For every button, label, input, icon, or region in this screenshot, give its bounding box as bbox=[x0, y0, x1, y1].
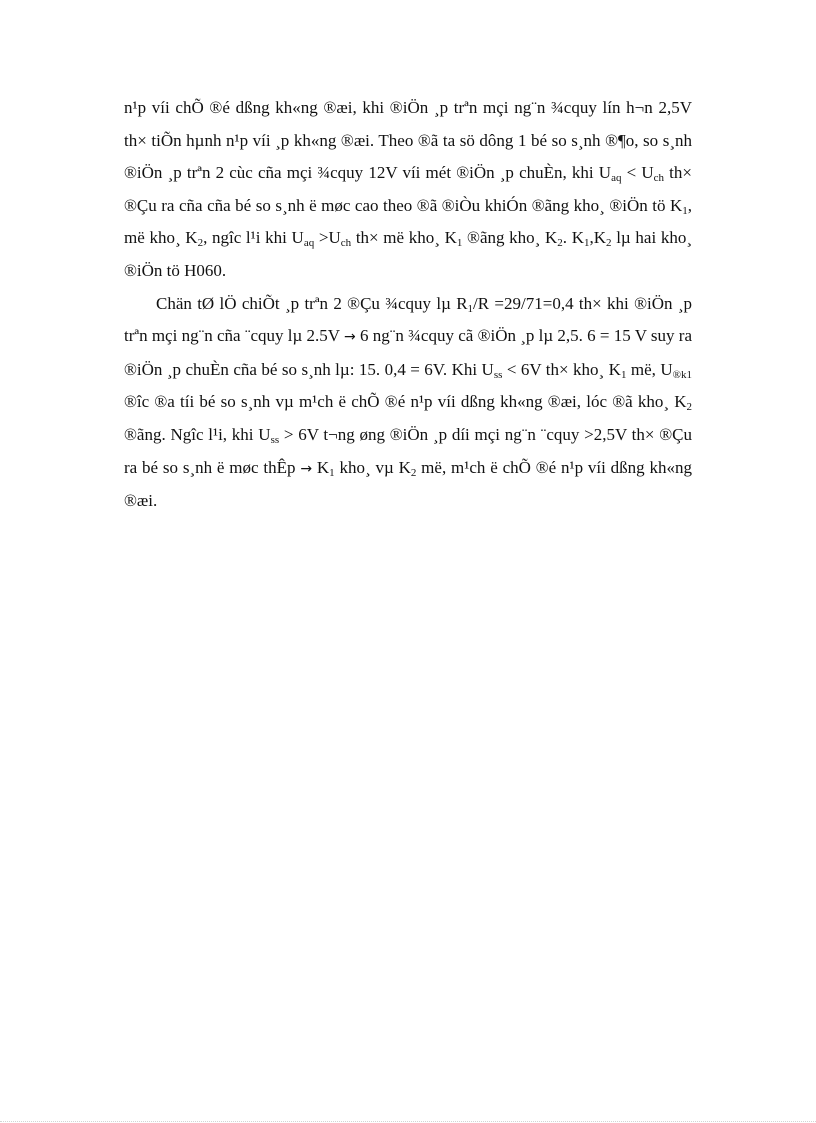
paragraph-2 bbox=[124, 288, 692, 518]
text-run: , më kho¸ K bbox=[124, 195, 692, 248]
text-run: 6 ng¨n ¾cquy cã ®iÖn ¸p lµ 2,5. 6 = 15 V suy ra ®iÖn ¸p chuÈn cña bé so s¸nh lµ: 15. 0,4 = 6V. Khi U bbox=[124, 326, 693, 379]
text-run: ®ãng kho¸ K bbox=[462, 228, 558, 248]
text-run: ®ãng. Ngîc l¹i, khi U bbox=[124, 424, 271, 444]
subscript: 2 bbox=[410, 466, 417, 479]
subscript: aq bbox=[611, 172, 622, 185]
text-run: n¹p víi chÕ ®é dßng kh«ng ®æi, khi ®iÖn ¸p trªn mçi ng¨n ¾cquy lín h¬n 2,5V th× tiÕn hµnh n¹p víi ¸p kh«ng ®æi. Theo ®ã ta sö dông 1 bé so s¸nh ®¶o, so s¸nh ®iÖn ¸p trªn 2 cùc cña mçi ¾cquy 12V víi mét ®iÖn ¸p chuÈn, khi U bbox=[124, 98, 692, 183]
text-run: më, U bbox=[626, 359, 673, 379]
subscript: 2 bbox=[197, 237, 204, 250]
subscript: 1 bbox=[467, 302, 474, 315]
text-run: , ngîc l¹i khi U bbox=[203, 228, 304, 248]
paragraph-1 bbox=[124, 92, 692, 288]
text-run: . K bbox=[562, 228, 584, 248]
subscript: aq bbox=[303, 237, 315, 250]
subscript: ss bbox=[270, 433, 280, 446]
page-bottom-border bbox=[0, 1121, 816, 1122]
subscript: ®k1 bbox=[672, 368, 693, 381]
subscript: 2 bbox=[557, 237, 563, 250]
text-run: lµ hai kho¸ ®iÖn tö H060. bbox=[124, 228, 692, 280]
subscript: 1 bbox=[329, 466, 335, 479]
subscript: 1 bbox=[584, 237, 590, 250]
text-run: th× ®Çu ra cña cña bé so s¸nh ë møc cao theo ®ã ®iÒu khiÓn ®ãng kho¸ ®iÖn tö K bbox=[124, 163, 692, 215]
text-run: > 6V t¬ng øng ®iÖn ¸p díi mçi ng¨n ¨cquy >2,5V th× ®Çu ra bé so s¸nh ë møc thÊp bbox=[124, 424, 692, 477]
subscript: ch bbox=[653, 172, 665, 185]
subscript: ch bbox=[340, 237, 352, 250]
text-run: Chän tØ lÖ chiÕt ¸p trªn 2 ®Çu ¾cquy lµ R bbox=[156, 293, 468, 313]
subscript: 1 bbox=[682, 204, 688, 217]
subscript: 2 bbox=[686, 401, 692, 414]
subscript: 1 bbox=[456, 237, 463, 250]
right-arrow-icon: → bbox=[300, 460, 313, 477]
subscript: ss bbox=[493, 368, 503, 381]
subscript: 1 bbox=[620, 368, 627, 381]
text-run: më, m¹ch ë chÕ ®é n¹p víi dßng kh«ng ®æi. bbox=[124, 457, 692, 511]
text-run: /R =29/71=0,4 th× khi ®iÖn ¸p trªn mçi ng¨n cña ¨cquy lµ 2.5V bbox=[124, 293, 692, 346]
body-text bbox=[124, 92, 692, 518]
text-run: >U bbox=[314, 228, 341, 248]
right-arrow-icon: → bbox=[344, 329, 356, 346]
text-run: ,K bbox=[589, 228, 607, 248]
text-run: < U bbox=[621, 163, 654, 183]
text-run: th× më kho¸ K bbox=[351, 228, 457, 248]
text-run: < 6V th× kho¸ K bbox=[502, 359, 621, 379]
subscript: 2 bbox=[606, 237, 612, 250]
text-run: kho¸ vµ K bbox=[334, 457, 411, 477]
text-run: K bbox=[312, 457, 330, 477]
text-run: ®îc ®a tíi bé so s¸nh vµ m¹ch ë chÕ ®é n¹p víi dßng kh«ng ®æi, lóc ®ã kho¸ K bbox=[124, 392, 687, 412]
